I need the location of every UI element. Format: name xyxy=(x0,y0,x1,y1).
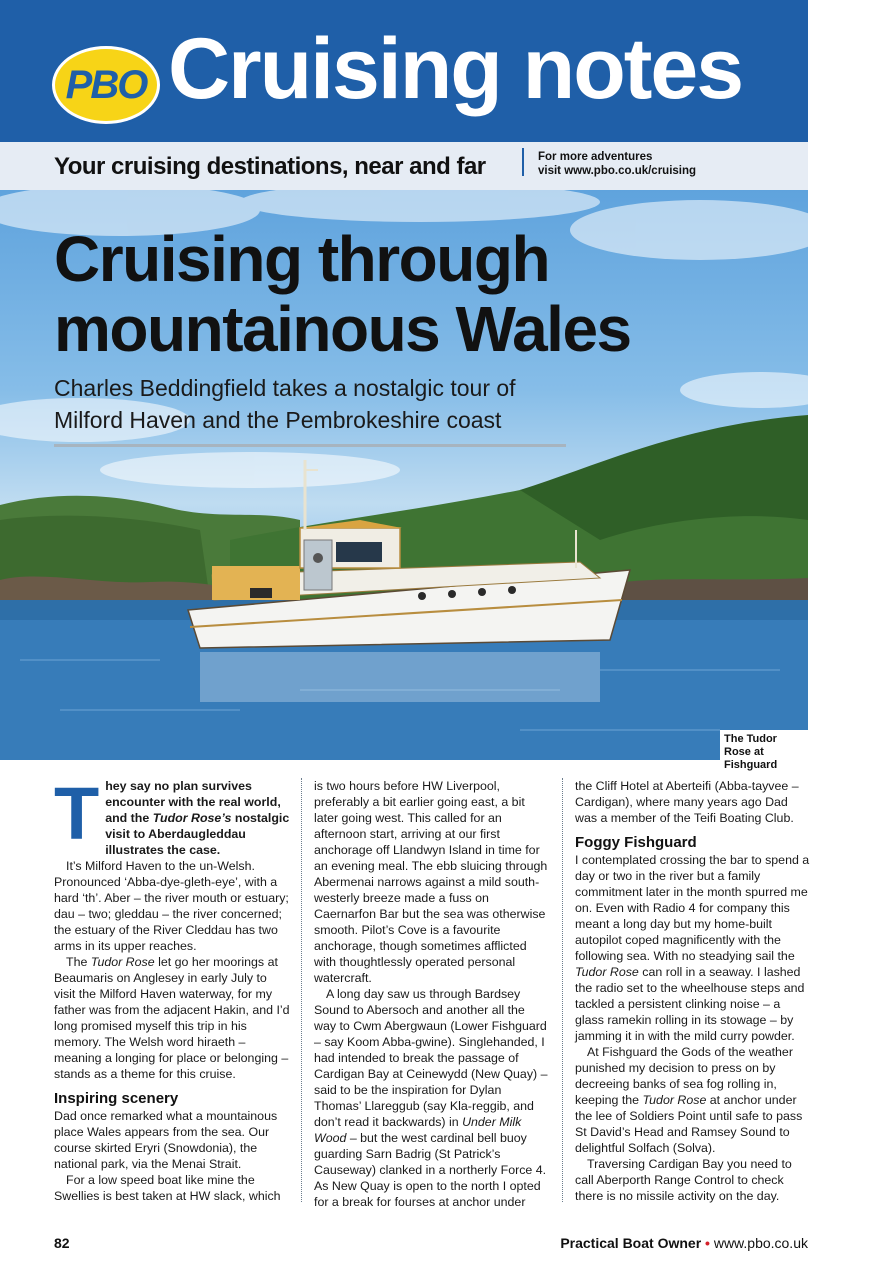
paragraph: the Cliff Hotel at Aberteifi (Abba-tayvee – Cardigan), where many years ago Dad was a member of the Teifi Boating Club. xyxy=(575,779,799,825)
paragraph: A long day saw us through Bardsey Sound to Abersoch and another all the way to Cwm Abergwaun (Lower Fishguard – say Koom Abba-gwine). Singlehanded, I had intended to break the passage of Cardigan Bay at Ceinewydd (New Quay) – said to be the inspiration for Dylan Thomas’ Llareggub (say Kla-reggib, and don’t read it backwards) in Under Milk Wood – but the west cardinal bell buoy guarding Sarn Badrig (St Patrick’s Causeway) clanked in a northerly Force 4. As New Quay is open to the north I opted for a break for fourses at anchor under xyxy=(314,987,548,1209)
paragraph: At Fishguard the Gods of the weather punished my decision to press on by decreeing banks of sea fog rolling in, keeping the Tudor Rose at anchor under the lee of Soldiers Point until safe to pass St David’s Head and Ramsey Sound to delightful Solfach (Solva). xyxy=(575,1045,803,1155)
more-adventures-link[interactable]: visit www.pbo.co.uk/cruising xyxy=(538,165,697,177)
column-divider xyxy=(562,778,563,1202)
subtitle-divider xyxy=(522,148,524,176)
drop-cap: T xyxy=(54,772,100,855)
standfirst-line-2: Milford Haven and the Pembrokeshire coast xyxy=(54,407,502,433)
standfirst xyxy=(54,372,516,436)
paragraph: is two hours before HW Liverpool, preferably a bit earlier going east, a bit later going west. This called for an afternoon start, arriving at our first anchorage off Llandwyn Island in time for an evening meal. The ebb sluicing through Abermenai narrows against a mild south-westerly breeze made a fuss on Caernarfon Bar but the sea was otherwise smooth. Pilot’s Cove is a favourite anchorage, though sometimes afflicted with thoughtlessly operated personal watercraft. xyxy=(314,779,548,985)
paragraph: For a low speed boat like mine the Swellies is best taken at HW slack, which xyxy=(54,1173,281,1203)
subheading-foggy-fishguard: Foggy Fishguard xyxy=(575,834,697,851)
article-column-3 xyxy=(575,778,811,1204)
photo-caption: The Tudor Rose at Fishguard xyxy=(720,730,808,775)
more-adventures-line1: For more adventures xyxy=(538,151,653,163)
article-headline xyxy=(54,224,631,364)
headline-line-1: Cruising through xyxy=(54,223,550,295)
lead-text xyxy=(105,779,289,857)
standfirst-rule xyxy=(54,444,566,447)
standfirst-line-1: Charles Beddingfield takes a nostalgic tour of xyxy=(54,375,516,401)
subheading-inspiring-scenery: Inspiring scenery xyxy=(54,1090,179,1107)
lead-text-start: hey say no plan survives encounter with the real world, and the xyxy=(105,779,281,825)
column-divider xyxy=(301,778,302,1202)
section-subtitle: Your cruising destinations, near and far xyxy=(54,153,486,180)
paragraph: I contemplated crossing the bar to spend a day or two in the river but a family commitment later in the month spurred me on. Even with Radio 4 for company this meant a long day but my home-built autopilot coped magnificently with the following sea. With no steadying sail the Tudor Rose can roll in a seaway. I lashed the radio set to the wheelhouse steps and tackled a persistent clinking noise – a glass ramekin rolling in its stowage – by jamming it in with the mild curry powder. xyxy=(575,853,810,1043)
footer-brand xyxy=(560,1235,808,1251)
paragraph: The Tudor Rose let go her moorings at Beaumaris on Anglesey in early July to visit the Milford Haven waterway, for my father was from the adjacent Hakin, and I’d long promised myself this trip in his memory. The Welsh word hiraeth – meaning a longing for place or belonging – stands as a theme for this cruise. xyxy=(54,955,290,1081)
headline-line-2: mountainous Wales xyxy=(54,293,631,365)
paragraph: Dad once remarked what a mountainous place Wales appears from the sea. Our course skirted Eryri (Snowdonia), the national park, via the Menai Strait. xyxy=(54,1109,278,1171)
magazine-name: Practical Boat Owner xyxy=(560,1235,702,1251)
article-column-1 xyxy=(54,772,290,1204)
paragraph: It’s Milford Haven to the un-Welsh. Pronounced ‘Abba-dye-gleth-eye’, with a hard ‘th’. Aber – the river mouth or estuary; dau – two; gleddau – the river concerned; the estuary of the River Cleddau has two arms in its upper reaches. xyxy=(54,859,289,953)
lead-text-boat: Tudor Rose’s xyxy=(152,811,232,825)
lead-paragraph xyxy=(54,772,290,858)
paragraph: Traversing Cardigan Bay you need to call Aberporth Range Control to check there is no missile activity on the day. xyxy=(575,1157,792,1203)
section-title: Cruising notes xyxy=(168,21,743,117)
page-number: 82 xyxy=(54,1235,70,1251)
more-adventures xyxy=(538,150,696,178)
article-column-2 xyxy=(314,778,550,1210)
footer-separator: • xyxy=(705,1235,710,1251)
logo-text: PBO xyxy=(65,62,147,107)
lead-text-end: nostalgic visit to Aberdaugleddau illustrates the case. xyxy=(105,811,290,857)
pbo-logo xyxy=(52,46,160,124)
footer-url[interactable]: www.pbo.co.uk xyxy=(713,1235,808,1251)
